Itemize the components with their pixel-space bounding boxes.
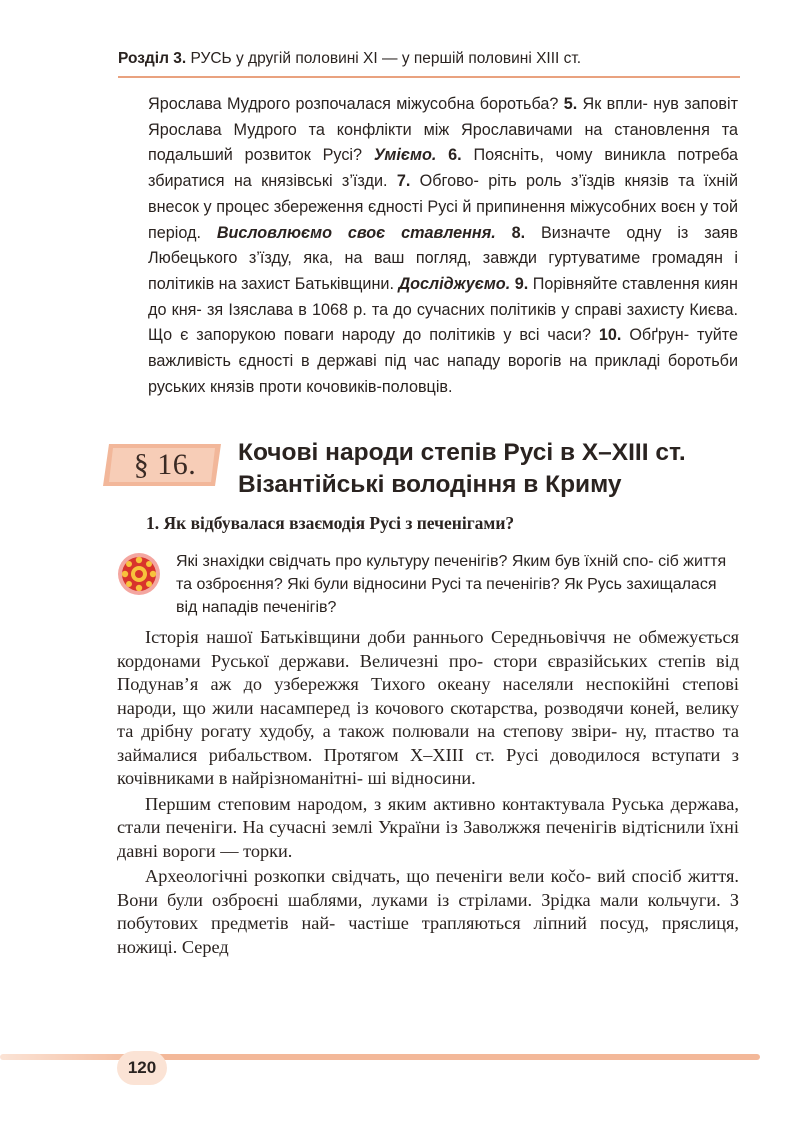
section-heading: 1. Як відбувалася взаємодія Русі з печенігами? — [146, 513, 515, 533]
tasks-text: Ярослава Мудрого розпочалася міжусобна боротьба? 5. Як впли- нув заповіт Ярослава Мудрого та конфлікти між Ярославичами на становлення та подальший розвиток Русі? Уміємо. 6. Поясніть, чому виникла потреба збиратися на князівські з’їзди. 7. Обгово- ріть роль з’їздів князів та їхній внесок у процес збереження єдності Русі й припинення міжусобних воєн у той період. Висловлюємо своє ставлення. 8. Визначте одну із заяв Любецького з’їзду, яка, на ваш погляд, завжди гуртуватиме громадян і політиків на захист Батьківщини. Досліджуємо. 9. Порівняйте ставлення киян до кня- зя Ізяслава в 1068 р. та до сучасних політиків у справі захисту Києва. Що є запорукою поваги народу до політиків у всі часи? 10. Обґрун- туйте важливість єдності в державі під час нападу ворогів на прикладі боротьби руських князів проти кочовиків-половців. — [148, 95, 739, 396]
header-divider — [118, 76, 740, 78]
chapter-title — [238, 437, 758, 501]
page-number: 120 — [117, 1051, 167, 1085]
review-tasks — [148, 92, 738, 400]
body-paragraph-1: Історія нашої Батьківщини доби раннього Середньовіччя не обмежується кордонами Руської держави. Величезні про- стори євразійських степів від Подунав’я аж до узбережжя Тихого океану населяли неспокійні степові народи, що жили насамперед із кочового скотарства, розводячи коней, велику та дрібну рогату худобу, а також полювали на степову звіри- ну, птаство та займалися рибальством. Протягом X–XIII ст. Русі доводилося вступати з кочівниками в найрізноманітні- ші відносини. — [117, 627, 740, 788]
running-header — [118, 50, 738, 68]
header-section-title: РУСЬ у другій половині XI — у першій половині XIII ст. — [190, 50, 582, 67]
header-section-label: Розділ 3. — [118, 50, 187, 67]
chapter-title-line1: Кочові народи степів Русі в X–XIII ст. — [238, 439, 686, 466]
ornament-icon — [116, 551, 162, 597]
paragraph-number-badge — [103, 440, 227, 490]
body-text — [117, 626, 739, 961]
chapter-title-line2: Візантійські володіння в Криму — [238, 471, 622, 498]
paragraph-number: § 16. — [133, 448, 197, 481]
footer-band — [0, 1052, 760, 1062]
focus-questions: Які знахідки свідчать про культуру печенігів? Яким був їхній спо- сіб життя та озброєння? Які були відносини Русі та печенігів? Як Русь захищалася від нападів печенігів? — [176, 553, 727, 616]
body-paragraph-2: Першим степовим народом, з яким активно контактувала Руська держава, стали печеніги. На сучасні землі України із Заволжжя печенігів відтіснили їхні давні вороги — торки. — [117, 793, 739, 861]
body-paragraph-3: Археологічні розкопки свідчать, що печеніги вели коčo- вий спосіб життя. Вони були озброєні шаблями, луками із стрілами. Зрідка мали кольчуги. З побутових предметів най- частіше трапляються ліпний посуд, пряслиця, ножиці. Серед — [117, 866, 739, 957]
